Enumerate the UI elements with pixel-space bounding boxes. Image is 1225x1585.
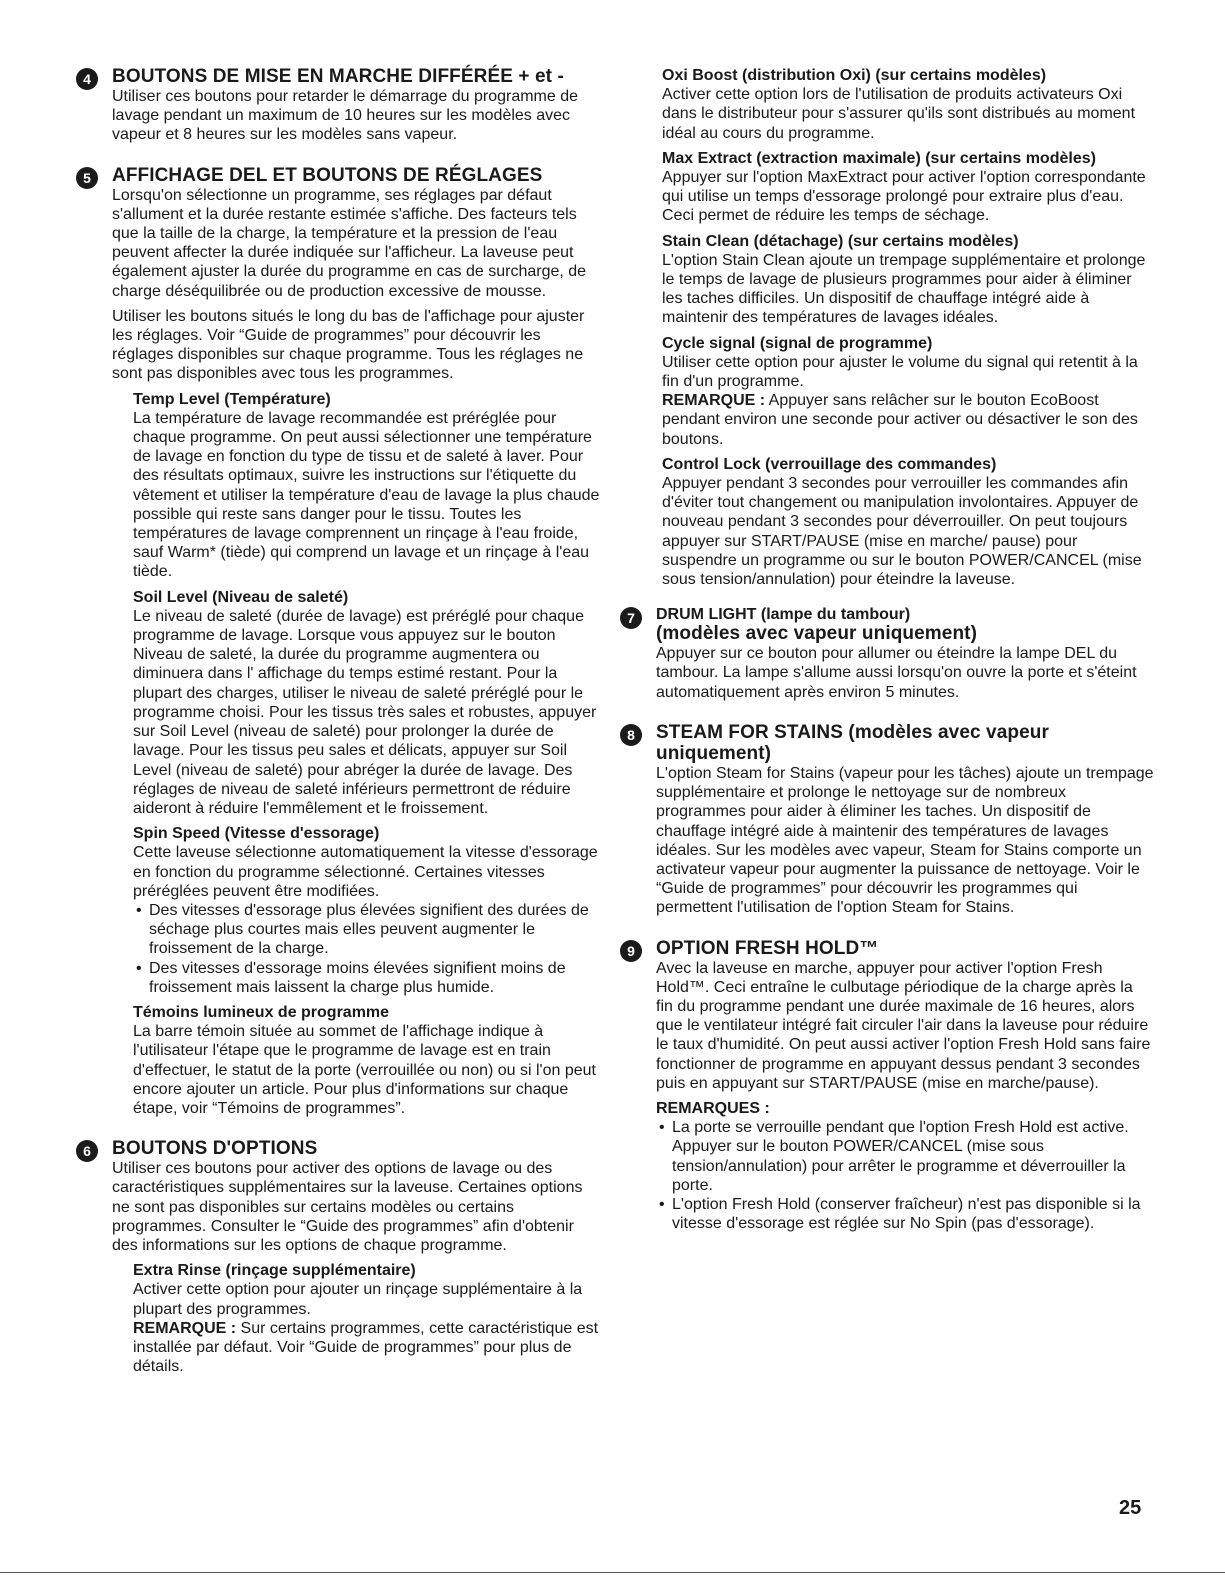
section-7 (618, 605, 1154, 702)
list-item: • Des vitesses d'essorage plus élevées signifient des durées de séchage plus courtes mais elles peuvent augmenter le froissement de la charge. (149, 901, 604, 959)
page-number: 25 (1119, 1497, 1142, 1519)
paragraph: Cette laveuse sélectionne automatiquement la vitesse d'essorage en fonction du programme sélectionné. Certaines vitesses préréglées peuvent être modifiées. (133, 844, 598, 900)
subsection-temp-level (112, 390, 604, 1119)
paragraph: La barre témoin située au sommet de l'affichage indique à l'utilisateur l'étape que le programme de lavage est en train d'effectuer, le statut de la porte (verrouillée ou non) ou si l'on peut encore ajouter un article. Pour plus d'informations sur chaque étape, voir “Témoins de programmes”. (133, 1023, 596, 1117)
subsection-title: Cycle signal (signal de programme) (662, 334, 933, 352)
notes-list (656, 1118, 1154, 1233)
subsection-title: Soil Level (Niveau de saleté) (133, 588, 349, 606)
section-title: BOUTONS DE MISE EN MARCHE DIFFÉRÉE + et - (112, 66, 564, 87)
section-subtitle: (modèles avec vapeur uniquement) (656, 623, 978, 645)
section-9 (618, 938, 1154, 1234)
paragraph: La température de lavage recommandée est préréglée pour chaque programme. On peut aussi sélectionner une température de lavage en fonction du type de tissu et de saleté à laver. Pour des résultats optimaux, suivre les instructions sur l'étiquette du vêtement et utiliser la température d'eau de lavage la plus chaude possible qui reste sans danger pour le tissu. Toutes les températures de lavage comprennent un rinçage à l'eau froide, sauf Warm* (tiède) qui comprend un lavage et un rinçage à l'eau tiède. (133, 409, 600, 581)
note-label: REMARQUE : (662, 392, 766, 410)
section-8 (618, 722, 1154, 918)
list-item: • Des vitesses d'essorage moins élevées signifient moins de froissement mais laissent la charge plus humide. (149, 959, 604, 997)
paragraph: Appuyer pendant 3 secondes pour verrouiller les commandes afin d'éviter tout changement ou manipulation involontaires. Appuyer de nouveau pendant 3 secondes pour déverrouiller. On peut toujours appuyer sur START/PAUSE (mise en marche/ pause) pour suspendre un programme ou sur le bouton POWER/CANCEL (mise sous tension/annulation) pour éteindre la laveuse. (662, 475, 1142, 589)
paragraph (133, 1280, 604, 1318)
section-title: STEAM FOR STAINS (modèles avec vapeur uniquement) (656, 721, 1049, 764)
section-number-badge: 4 (76, 68, 98, 90)
section-title: DRUM LIGHT (lampe du tambour) (656, 606, 911, 624)
subsection-extra-rinse (112, 1261, 604, 1376)
subsection-title: Max Extract (extraction maximale) (sur certains modèles) (662, 149, 1096, 167)
section-4 (74, 66, 604, 145)
paragraph: L'option Steam for Stains (vapeur pour les tâches) ajoute un trempage supplémentaire et prolonge le nettoyage sur de nombreux programmes pour aider à éliminer les taches. Un dispositif de chauffage intégré aide à maintenir des températures de lavages idéales. Sur les modèles avec vapeur, Steam for Stains comporte un activateur vapeur pour augmenter la puissance de nettoyage. Voir le “Guide de programmes” pour découvrir les programmes qui permettent l'utilisation de l'option Steam for Stains. (656, 764, 1154, 917)
section-body: Utiliser ces boutons pour retarder le démarrage du programme de lavage pendant un maximum de 10 heures sur les modèles avec vapeur et 8 heures sur les modèles sans vapeur. (112, 88, 579, 144)
subsection-title: Stain Clean (détachage) (sur certains modèles) (662, 232, 1019, 250)
section-number-badge: 8 (620, 724, 642, 746)
note-text: Sur certains programmes, cette caractéristique est installée par défaut. Voir “Guide de programmes” pour plus de détails. (133, 1319, 599, 1376)
subsection-title: Control Lock (verrouillage des commandes) (662, 455, 997, 473)
note (662, 391, 1154, 449)
section-title: OPTION FRESH HOLD™ (656, 937, 879, 959)
subsection-title: Temp Level (Température) (133, 390, 331, 408)
bullet-list (133, 901, 604, 997)
paragraph: Appuyer sur ce bouton pour allumer ou éteindre la lampe DEL du tambour. La lampe s'allume aussi lorsqu'on ouvre la porte et s'éteint automatiquement après environ 5 minutes. (656, 645, 1137, 701)
paragraph-text: Activer cette option pour ajouter un rinçage supplémentaire à la plupart des programmes. (133, 1281, 583, 1318)
paragraph: Utiliser ces boutons pour activer des options de lavage ou des caractéristiques supplémentaires sur la laveuse. Certaines options ne sont pas disponibles sur certains modèles ou certains programmes. Consulter le “Guide des programmes” afin d'obtenir des informations sur les options de chaque programme. (112, 1160, 583, 1254)
section-number-badge: 5 (76, 167, 98, 189)
section-number-badge: 9 (620, 940, 642, 962)
list-item: • La porte se verrouille pendant que l'option Fresh Hold est active. Appuyer sur le bouton POWER/CANCEL (mise sous tension/annulation) pour arrêter le programme et déverrouiller la porte. (672, 1118, 1154, 1195)
section-5 (74, 165, 604, 1119)
subsection-title: Témoins lumineux de programme (133, 1003, 390, 1021)
section-number-badge: 6 (76, 1140, 98, 1162)
list-item: • L'option Fresh Hold (conserver fraîcheur) n'est pas disponible si la vitesse d'essorage est réglée sur No Spin (pas d'essorage). (672, 1195, 1154, 1233)
paragraph: Utiliser les boutons situés le long du bas de l'affichage pour ajuster les réglages. Voir “Guide de programmes” pour découvrir les réglages disponibles sur chaque programme. Tous les réglages ne sont pas disponibles avec tous les programmes. (112, 307, 585, 383)
right-column (618, 66, 1154, 1239)
subsection-title: Extra Rinse (rinçage supplémentaire) (133, 1262, 416, 1280)
left-column (74, 66, 604, 1382)
paragraph: Appuyer sur l'option MaxExtract pour activer l'option correspondante qui utilise un temps d'essorage prolongé pour extraire plus d'eau. Ceci permet de réduire les temps de séchage. (662, 169, 1146, 225)
note (133, 1319, 604, 1377)
paragraph: Lorsqu'on sélectionne un programme, ses réglages par défaut s'allument et la durée restante estimée s'affiche. Des facteurs tels que la taille de la charge, la température et la pression de l'eau peuvent affecter la durée indiquée sur l'afficheur. La laveuse peut également ajuster la durée du programme en cas de surcharge, de charge déséquilibrée ou de production excessive de mousse. (112, 186, 587, 300)
subsection-title: Oxi Boost (distribution Oxi) (sur certains modèles) (662, 67, 1047, 84)
note-label: REMARQUE : (133, 1319, 237, 1337)
section-title: AFFICHAGE DEL ET BOUTONS DE RÉGLAGES (112, 164, 543, 186)
note-text: Appuyer sans relâcher sur le bouton EcoBoost pendant environ une seconde pour activer ou désactiver le son des boutons. (662, 392, 1138, 448)
paragraph: Le niveau de saleté (durée de lavage) est préréglé pour chaque programme de lavage. Lorsque vous appuyez sur le bouton Niveau de saleté, la durée du programme augmentera ou diminuera dans l' affichage du temps estimé restant. Pour la plupart des charges, utiliser le niveau de saleté préréglé pour le programme choisi. Pour les tissus très sales et robustes, appuyer sur Soil Level (niveau de saleté) pour prolonger la durée de lavage. Pour les tissus peu sales et délicats, appuyer sur Soil Level (niveau de saleté) pour abréger la durée de lavage. Des réglages de niveau de saleté inférieurs permettront de réduire aideront à réduire l'emmêlement et le froissement. (133, 607, 597, 817)
section-title: BOUTONS D'OPTIONS (112, 1138, 318, 1160)
bottom-rule (0, 1572, 1225, 1573)
paragraph: Utiliser cette option pour ajuster le volume du signal qui retentit à la fin d'un programme. (662, 353, 1138, 391)
paragraph: Activer cette option lors de l'utilisation de produits activateurs Oxi dans le distributeur pour s'assurer qu'ils sont distribués au moment idéal au cours du programme. (662, 86, 1136, 142)
notes-title: REMARQUES : (656, 1099, 770, 1117)
paragraph: Avec la laveuse en marche, appuyer pour activer l'option Fresh Hold™. Ceci entraîne le culbutage périodique de la charge après la fin du programme pendant une durée maximale de 16 heures, alors que le ventilateur intégré fait circuler l'air dans la laveuse pour réduire le taux d'humidité. On peut aussi activer l'option Fresh Hold sans faire fonctionner de programme en appuyant dessus pendant 3 secondes puis en appuyant sur START/PAUSE (mise en marche/pause). (656, 959, 1151, 1092)
paragraph: L'option Stain Clean ajoute un trempage supplémentaire et prolonge le temps de lavage de plusieurs programmes pour aider à éliminer les taches difficiles. Un dispositif de chauffage intégré aide à maintenir des températures de lavages idéales. (662, 251, 1146, 327)
section-6 (74, 1138, 604, 1376)
options-continued (618, 66, 1154, 589)
section-number-badge: 7 (620, 607, 642, 629)
subsection-title: Spin Speed (Vitesse d'essorage) (133, 825, 380, 843)
